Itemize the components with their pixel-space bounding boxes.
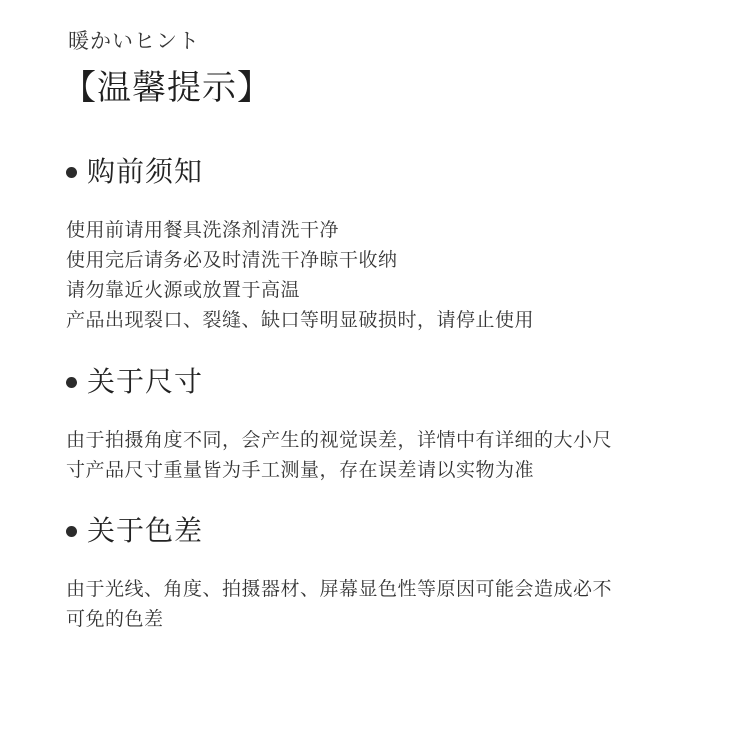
section-heading — [66, 362, 706, 402]
body-line: 请勿靠近火源或放置于高温 — [66, 279, 301, 301]
bullet-icon — [66, 167, 77, 178]
body-line: 使用前请用餐具洗涤剂清洗干净 — [66, 219, 340, 241]
bullet-icon — [66, 377, 77, 388]
section-body — [66, 574, 706, 634]
bullet-icon — [66, 526, 77, 537]
section-heading-text: 购前须知 — [87, 155, 204, 188]
body-line: 由于拍摄角度不同，会产生的视觉误差，详情中有详细的大小尺 — [66, 429, 613, 451]
body-line: 使用完后请务必及时清洗干净晾干收纳 — [66, 249, 398, 271]
section-size — [66, 362, 706, 485]
section-heading — [66, 152, 706, 192]
page-title: 【温馨提示】 — [62, 68, 272, 108]
section-purchase-notes — [66, 152, 706, 335]
section-heading — [66, 511, 706, 551]
body-line: 寸产品尺寸重量皆为手工测量，存在误差请以实物为准 — [66, 459, 535, 481]
section-color-difference — [66, 511, 706, 634]
body-line: 由于光线、角度、拍摄器材、屏幕显色性等原因可能会造成必不 — [66, 578, 613, 600]
body-line: 可免的色差 — [66, 608, 164, 630]
section-body — [66, 425, 706, 485]
body-line: 产品出现裂口、裂缝、缺口等明显破损时，请停止使用 — [66, 309, 535, 331]
section-body — [66, 215, 706, 335]
section-heading-text: 关于尺寸 — [87, 365, 204, 398]
section-heading-text: 关于色差 — [87, 514, 204, 547]
page-subtitle: 暖かいヒント — [68, 29, 200, 53]
